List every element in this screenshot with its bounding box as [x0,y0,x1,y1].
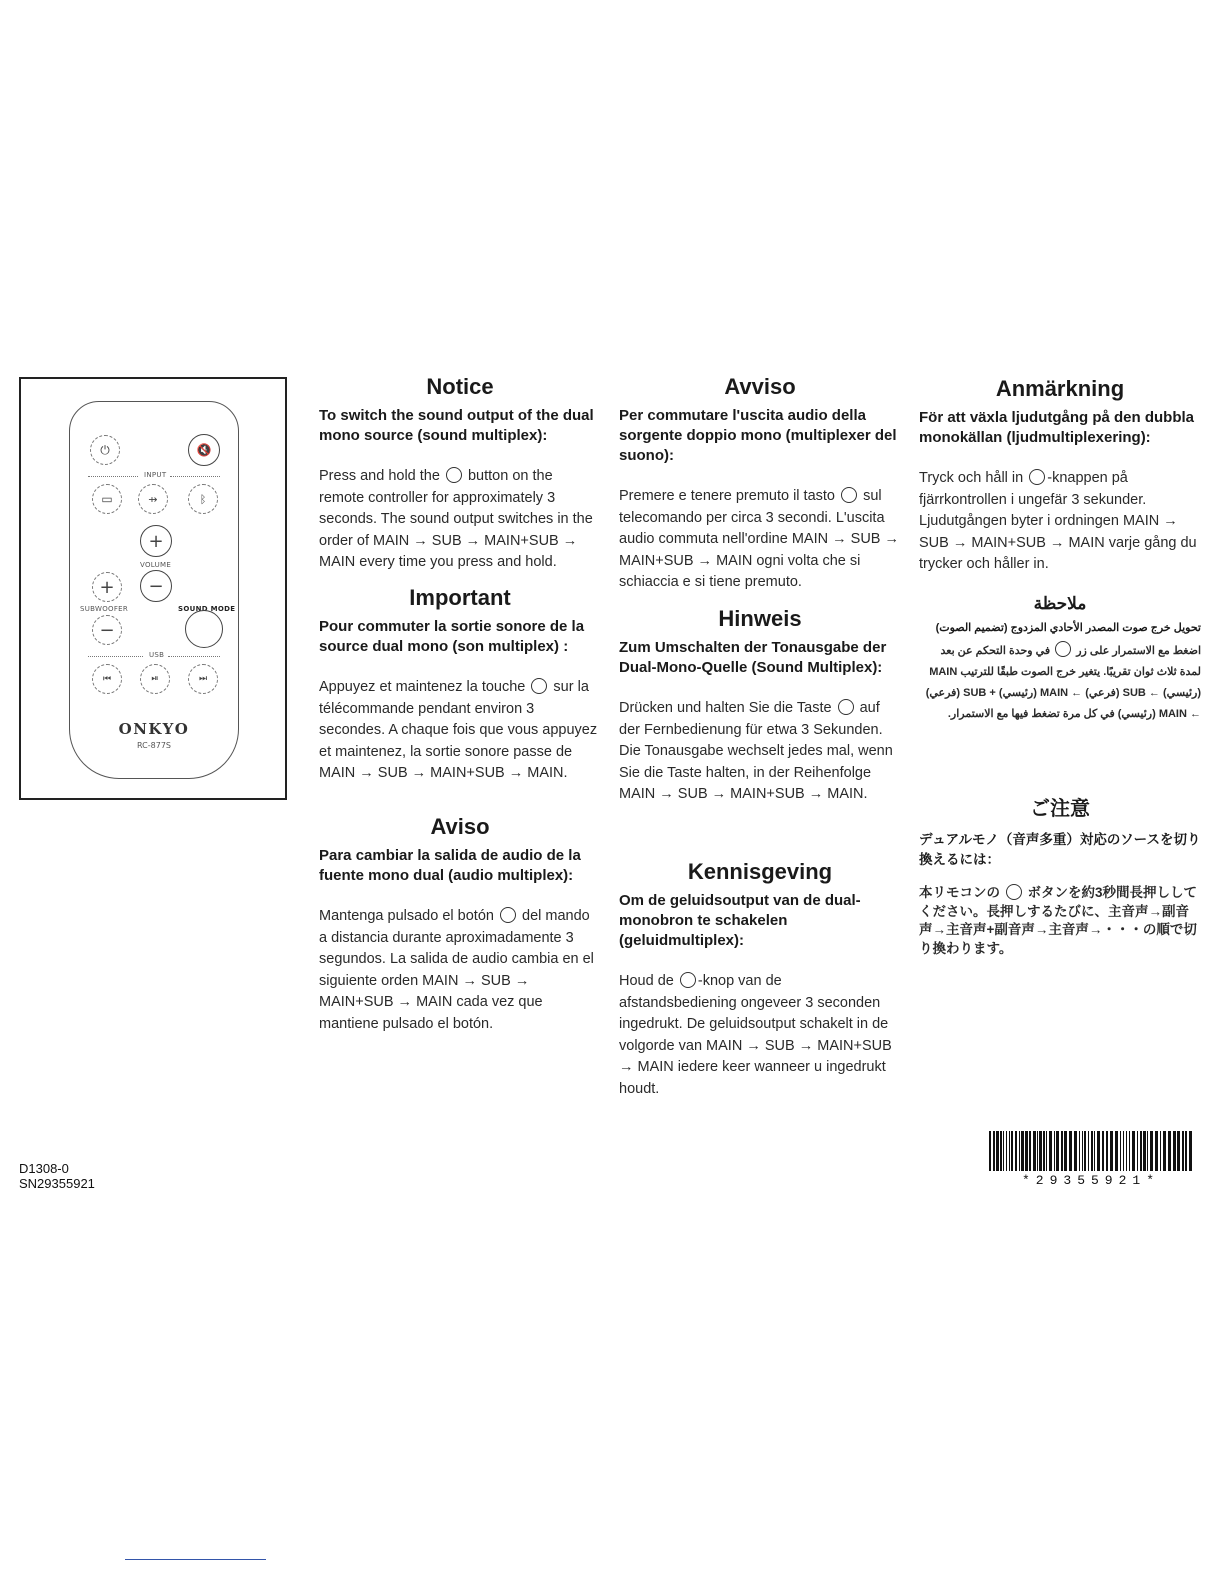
barcode-bar [1009,1131,1010,1171]
bluetooth-icon: ᛒ [188,484,218,514]
arabic-section [919,592,1201,725]
aviso-heading: Para cambiar la salida de audio de la fuente mono dual (audio multiplex): [319,847,581,884]
barcode-bar [1019,1131,1020,1171]
arabic-text: اضغط مع الاستمرار على زر في وحدة التحكم عن بعد لمدة ثلاث ثوان تقريبًا. يتغير خرج الصوت طبقًا للترتيب MAIN (رئيسي) ← SUB (فرعي) ← MAIN (رئيسي) + SUB (فرعي) ← MAIN (رئيسي) في كل مرة تضغط فيها مع الاستمرار. [919,641,1201,725]
japanese-heading: デュアルモノ（音声多重）対応のソースを切り換えるには： [919,832,1201,867]
volume-label: VOLUME [140,561,172,569]
barcode-bar [1160,1131,1161,1171]
kennisgeving-text: Houd de -knop van de afstandsbediening ongeveer 3 seconden ingedrukt. De geluidsoutput schakelt in de volgorde van MAIN → SUB → MAIN+SUB → MAIN iedere keer wanneer u ingedrukt houdt. [619,973,892,1097]
important-text: Appuyez et maintenez la touche sur la télécommande pendant environ 3 secondes. A chaque fois que vous appuyez et maintenez, la sortie sonore passe de MAIN → SUB → MAIN+SUB → MAIN. [319,679,598,781]
notice-title: Notice [426,374,494,399]
barcode-bar [1129,1131,1130,1171]
barcode-bar [993,1131,995,1171]
aviso-title: Aviso [430,814,490,839]
sound-mode-icon [531,678,547,694]
barcode-bar [1102,1131,1104,1171]
barcode-bar [1025,1131,1028,1171]
barcode-bar [1054,1131,1055,1171]
barcode-bar [1033,1131,1036,1171]
barcode-bar [1006,1131,1007,1171]
arabic-title: ملاحظة [1033,594,1087,613]
document-code [19,1161,95,1191]
barcode-bar [1140,1131,1142,1171]
barcode-bar [1046,1131,1047,1171]
barcode-bar [1155,1131,1158,1171]
barcode-bar [1084,1131,1086,1171]
sound-mode-icon [446,467,462,483]
doc-id: D1308-0 [19,1161,69,1176]
barcode-number: *29355921* [1021,1173,1160,1188]
avviso-text: Premere e tenere premuto il tasto sul telecomando per circa 3 secondi. L'uscita audio commuta nell'ordine MAIN → SUB → MAIN+SUB → MAIN ogni volta che si schiaccia e si tiene premuto. [619,488,899,590]
remote-illustration [19,377,287,800]
important-title: Important [409,585,511,610]
footer-rule [125,1559,266,1560]
barcode-bar [1000,1131,1002,1171]
remote-body [69,401,239,779]
sound-mode-icon [680,972,696,988]
barcode-bar [1082,1131,1083,1171]
barcode-bar [1015,1131,1017,1171]
kennisgeving-section [619,859,901,1100]
anmarkning-text: Tryck och håll in -knappen på fjärrkontrollen i ungefär 3 sekunder. Ljudutgången byter i ordningen MAIN → SUB → MAIN+SUB → MAIN varje gång du trycker och håller in. [919,470,1197,572]
kennisgeving-heading: Om de geluidsoutput van de dual-monobron te schakelen (geluidmultiplex): [619,892,861,949]
barcode-bar [989,1131,991,1171]
sound-mode-icon [500,907,516,923]
brand-logo: ONKYO [118,720,190,738]
barcode-bar [1003,1131,1004,1171]
aviso-section [319,814,601,1035]
sound-mode-button-icon [185,610,223,648]
barcode-bar [1115,1131,1118,1171]
barcode-bar [1074,1131,1077,1171]
arabic-heading: تحويل خرج صوت المصدر الأحادي المزدوج (تضميم الصوت) [935,622,1201,634]
avviso-section [619,374,901,594]
plus-icon: + [140,525,172,557]
japanese-title: ご注意 [1030,798,1090,820]
barcode-bar [1037,1131,1038,1171]
barcode-bar [1043,1131,1045,1171]
sound-mode-label: SOUND MODE [178,605,236,613]
barcode-bar [1163,1131,1166,1171]
barcode-bar [1069,1131,1072,1171]
barcode-bar [1120,1131,1121,1171]
next-icon: ⏭ [188,664,218,694]
barcode-bar [1021,1131,1024,1171]
usb-icon: ⇸ [138,484,168,514]
barcode-bar [1056,1131,1059,1171]
barcode-bar [1091,1131,1093,1171]
barcode-bar [1079,1131,1080,1171]
avviso-title: Avviso [724,374,796,399]
barcode-bar [1061,1131,1063,1171]
subwoofer-minus-icon: − [92,615,122,645]
sound-mode-icon [1029,469,1045,485]
barcode-bar [1029,1131,1031,1171]
sound-mode-icon [1006,884,1022,900]
barcode-bar [1123,1131,1124,1171]
barcode [987,1131,1195,1171]
barcode-bar [996,1131,999,1171]
serial-number: SN29355921 [19,1176,95,1191]
barcode-bar [1185,1131,1187,1171]
prev-icon: ⏮ [92,664,122,694]
avviso-heading: Per commutare l'uscita audio della sorgente doppio mono (multiplexer del suono): [619,407,897,464]
barcode-bar [1110,1131,1113,1171]
input-label: INPUT [144,471,167,479]
usb-label: USB [149,651,165,659]
barcode-bar [1147,1131,1148,1171]
sound-mode-icon [838,699,854,715]
barcode-bar [1143,1131,1146,1171]
minus-icon: − [140,570,172,602]
sound-mode-icon [841,487,857,503]
important-heading: Pour commuter la sortie sonore de la source dual mono (son multiplex) : [319,618,585,655]
notice-heading: To switch the sound output of the dual mono source (sound multiplex): [319,407,594,444]
sound-mode-icon [1055,641,1071,657]
anmarkning-heading: För att växla ljudutgång på den dubbla monokällan (ljudmultiplexering): [919,409,1195,446]
japanese-section [919,796,1201,958]
barcode-bar [1049,1131,1052,1171]
barcode-bar [1064,1131,1067,1171]
barcode-bar [1094,1131,1095,1171]
kennisgeving-title: Kennisgeving [687,859,833,884]
play-pause-icon: ⏯ [140,664,170,694]
notice-section [319,374,601,574]
anmarkning-title: Anmärkning [995,376,1125,401]
subwoofer-label: SUBWOOFER [80,605,129,613]
barcode-bar [1150,1131,1153,1171]
barcode-bar [1168,1131,1171,1171]
barcode-bar [1189,1131,1192,1171]
hinweis-heading: Zum Umschalten der Tonausgabe der Dual-Mono-Quelle (Sound Multiplex): [619,639,887,676]
aviso-text: Mantenga pulsado el botón del mando a distancia durante aproximadamente 3 segundos. La salida de audio cambia en el siguiente orden MAIN → SUB → MAIN+SUB → MAIN cada vez que mantiene pulsado el botón. [319,908,594,1032]
tv-icon: ▭ [92,484,122,514]
barcode-bar [1182,1131,1184,1171]
barcode-bar [1097,1131,1100,1171]
hinweis-title: Hinweis [718,606,802,631]
important-section [319,585,601,785]
anmarkning-section [919,376,1201,576]
subwoofer-plus-icon: + [92,572,122,602]
barcode-bar [1132,1131,1135,1171]
japanese-text: 本リモコンの ボタンを約3秒間長押ししてください。長押しするたびに、主音声→副音声→主音声+副音声→主音声→・・・の順で切り換わります。 [919,885,1198,956]
mute-icon: 🔇 [188,434,220,466]
notice-text: Press and hold the button on the remote controller for approximately 3 seconds. The sound output switches in the order of MAIN → SUB → MAIN+SUB → MAIN every time you press and hold. [319,468,593,570]
hinweis-text: Drücken und halten Sie die Taste auf der Fernbedienung für etwa 3 Sekunden. Die Tonausgabe wechselt jedes mal, wenn Sie die Taste halten, in der Reihenfolge MAIN → SUB → MAIN+SUB → MAIN. [619,700,893,802]
model-number: RC-877S [137,741,171,750]
barcode-bar [1177,1131,1180,1171]
barcode-bar [1126,1131,1127,1171]
barcode-bar [1088,1131,1089,1171]
barcode-bar [1106,1131,1108,1171]
barcode-bar [1173,1131,1176,1171]
hinweis-section [619,606,901,806]
barcode-bar [1039,1131,1042,1171]
power-icon: ⏻ [90,435,120,465]
barcode-bar [1137,1131,1138,1171]
barcode-bar [1011,1131,1013,1171]
